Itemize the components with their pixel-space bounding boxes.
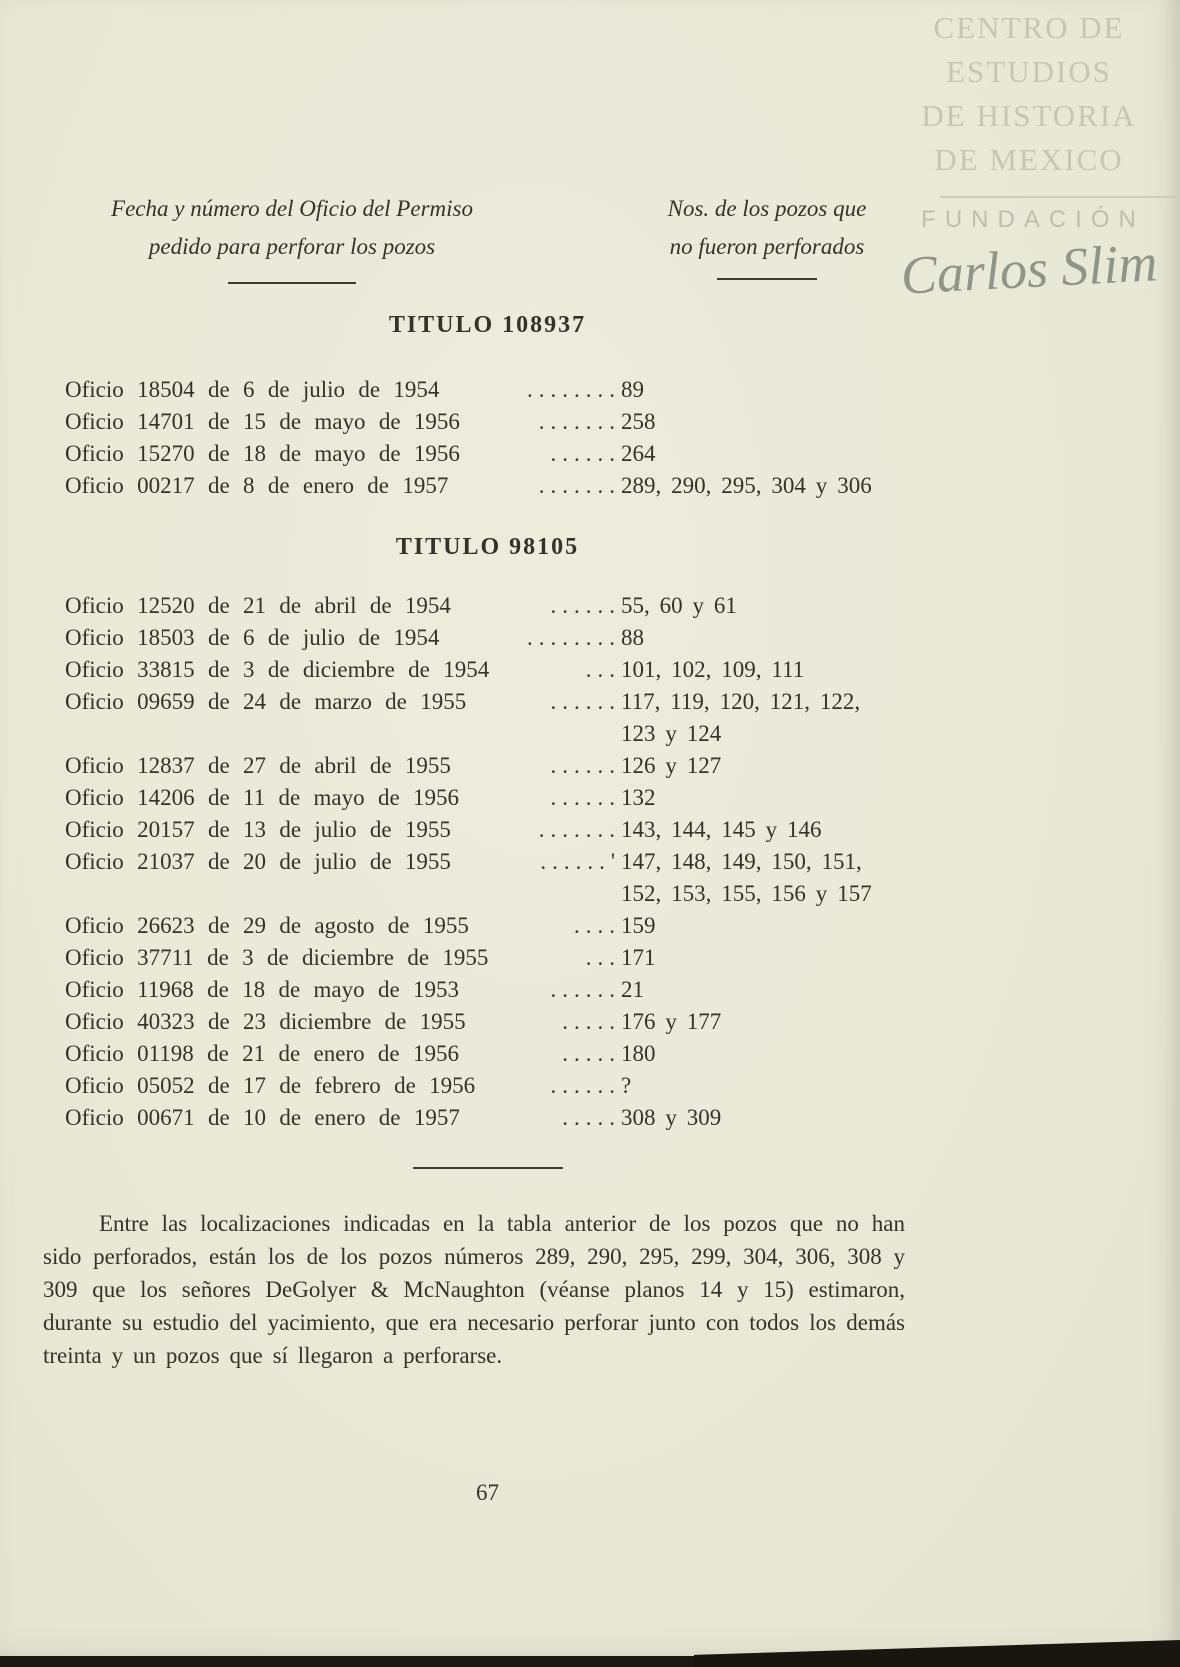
table-row	[65, 622, 910, 654]
pozos-line: 147, 148, 149, 150, 151,	[621, 849, 862, 874]
section-end-divider	[413, 1167, 563, 1169]
pozos-line: 289, 290, 295, 304 y 306	[621, 473, 872, 498]
oficio-text: Oficio 33815 de 3 de diciembre de 1954	[65, 657, 490, 682]
column-header-line: Nos. de los pozos que	[667, 196, 867, 221]
column-header-permits	[62, 190, 522, 284]
dot-leader: ....	[574, 913, 621, 938]
pozos-value	[621, 910, 910, 942]
table-row	[65, 438, 910, 470]
oficio-text: Oficio 01198 de 21 de enero de 1956	[65, 1041, 459, 1066]
pozos-value	[621, 622, 910, 654]
table-row	[65, 470, 910, 502]
table-row	[65, 654, 910, 686]
pozos-line: 152, 153, 155, 156 y 157	[621, 881, 872, 906]
table-row	[65, 590, 910, 622]
table-row	[65, 942, 910, 974]
pozos-line: 143, 144, 145 y 146	[621, 817, 822, 842]
pozos-value	[621, 654, 910, 686]
oficio-text: Oficio 18504 de 6 de julio de 1954	[65, 377, 440, 402]
oficio-text: Oficio 26623 de 29 de agosto de 1955	[65, 913, 469, 938]
oficio-text: Oficio 00217 de 8 de enero de 1957	[65, 473, 449, 498]
permit-cell	[65, 1070, 621, 1102]
table-row	[65, 782, 910, 814]
permit-cell	[65, 1038, 621, 1070]
table-row	[65, 910, 910, 942]
pozos-line: 171	[621, 945, 656, 970]
table-row	[65, 814, 910, 846]
page-content	[43, 310, 910, 1506]
foundation-label: FUNDACIÓN	[921, 206, 1145, 233]
table-row	[65, 974, 910, 1006]
dot-leader: ......	[550, 785, 621, 810]
dot-leader: .......	[538, 409, 621, 434]
oficio-text: Oficio 12520 de 21 de abril de 1954	[65, 593, 451, 618]
permit-cell	[65, 590, 621, 622]
pozos-value	[621, 814, 910, 846]
permit-cell	[65, 654, 621, 686]
permit-cell	[65, 782, 621, 814]
column-header-line: pedido para perforar los pozos	[148, 234, 436, 259]
table-column-headers	[62, 190, 907, 284]
pozos-value	[621, 1038, 910, 1070]
permit-cell	[65, 406, 621, 438]
dot-leader: ......	[550, 977, 621, 1002]
oficio-text: Oficio 05052 de 17 de febrero de 1956	[65, 1073, 476, 1098]
oficio-text: Oficio 37711 de 3 de diciembre de 1955	[65, 945, 489, 970]
table-row	[65, 686, 910, 750]
column-header-wells	[627, 190, 907, 284]
dot-leader: ......	[550, 689, 621, 714]
pozos-value	[621, 1070, 910, 1102]
section-title: TITULO 98105	[395, 534, 580, 560]
column-header-line: no fueron perforados	[669, 234, 865, 259]
table-row	[65, 750, 910, 782]
table-row	[65, 846, 910, 910]
pozos-line: 117, 119, 120, 121, 122,	[621, 689, 861, 714]
permit-cell	[65, 1102, 621, 1134]
oficio-text: Oficio 15270 de 18 de mayo de 1956	[65, 441, 460, 466]
watermark-line: DE HISTORIA	[921, 98, 1137, 133]
pozos-line: 89	[621, 377, 644, 402]
dot-leader: ...	[585, 657, 621, 682]
dot-leader: ......	[550, 1073, 621, 1098]
oficio-text: Oficio 21037 de 20 de julio de 1955	[65, 849, 451, 874]
pozos-value	[621, 1102, 910, 1134]
dot-leader: ........	[527, 625, 621, 650]
pozos-line: 159	[621, 913, 656, 938]
watermark-line: DE MEXICO	[934, 142, 1124, 177]
pozos-value	[621, 374, 910, 406]
watermark-line: ESTUDIOS	[946, 54, 1112, 89]
pozos-value	[621, 846, 910, 910]
pozos-value	[621, 406, 910, 438]
watermark-divider	[940, 196, 1180, 198]
pozos-line: ?	[621, 1073, 632, 1098]
permit-cell	[65, 622, 621, 654]
archive-watermark	[878, 6, 1180, 306]
permit-cell	[65, 374, 621, 406]
pozos-line: 132	[621, 785, 656, 810]
oficio-text: Oficio 09659 de 24 de marzo de 1955	[65, 689, 467, 714]
permit-cell	[65, 1006, 621, 1038]
dot-leader: ......	[550, 753, 621, 778]
pozos-line: 21	[621, 977, 644, 1002]
table-row	[65, 1006, 910, 1038]
pozos-line: 180	[621, 1041, 656, 1066]
permit-cell	[65, 438, 621, 470]
pozos-line: 264	[621, 441, 656, 466]
pozos-value	[621, 782, 910, 814]
section-title: TITULO 108937	[388, 312, 587, 338]
pozos-value	[621, 686, 910, 750]
watermark-line: CENTRO DE	[933, 10, 1125, 45]
permit-cell	[65, 814, 621, 846]
pozos-line: 176 y 177	[621, 1009, 722, 1034]
pozos-value	[621, 942, 910, 974]
table-row	[65, 1070, 910, 1102]
dot-leader: ........	[527, 377, 621, 402]
pozos-value	[621, 1006, 910, 1038]
signature-text: Carlos Slim	[899, 232, 1159, 306]
permit-cell	[65, 974, 621, 1006]
oficio-text: Oficio 00671 de 10 de enero de 1957	[65, 1105, 460, 1130]
oficio-text: Oficio 18503 de 6 de julio de 1954	[65, 625, 440, 650]
permit-cell	[65, 942, 621, 974]
oficio-text: Oficio 20157 de 13 de julio de 1955	[65, 817, 451, 842]
permit-cell	[65, 686, 621, 718]
pozos-line: 308 y 309	[621, 1105, 722, 1130]
oficio-text: Oficio 12837 de 27 de abril de 1955	[65, 753, 451, 778]
header-underline	[228, 282, 356, 284]
pozos-value	[621, 750, 910, 782]
oficio-text: Oficio 40323 de 23 diciembre de 1955	[65, 1009, 466, 1034]
dot-leader: ......	[550, 441, 621, 466]
table-row	[65, 1102, 910, 1134]
table-row	[65, 1038, 910, 1070]
table-row	[65, 406, 910, 438]
page-number: 67	[476, 1480, 499, 1505]
dot-leader: .....	[562, 1041, 621, 1066]
column-header-line: Fecha y número del Oficio del Permiso	[111, 196, 473, 221]
dot-leader: .......	[538, 473, 621, 498]
permit-cell	[65, 470, 621, 502]
oficio-text: Oficio 14701 de 15 de mayo de 1956	[65, 409, 460, 434]
pozos-line: 258	[621, 409, 656, 434]
note-paragraph: Entre las localizaciones indicadas en la tabla anterior de los pozos que no han sido perforados, están los de los pozos números 289, 290, 295, 299, 304, 306, 308 y 309 que los señores DeGolyer & McNaughton (véanse planos 14 y 15) estimaron, durante su estudio del yacimiento, que era necesario perforar junto con todos los demás treinta y un pozos que sí llegaron a perforarse.	[43, 1211, 905, 1368]
oficio-text: Oficio 14206 de 11 de mayo de 1956	[65, 785, 460, 810]
pozos-line: 123 y 124	[621, 721, 722, 746]
pozos-line: 88	[621, 625, 644, 650]
pozos-line: 55, 60 y 61	[621, 593, 737, 618]
pozos-value	[621, 590, 910, 622]
scan-edge-bar	[0, 1656, 694, 1667]
pozos-line: 101, 102, 109, 111	[621, 657, 805, 682]
dot-leader: ......'	[540, 849, 621, 874]
dot-leader: ...	[585, 945, 621, 970]
table-row	[65, 374, 910, 406]
pozos-line: 126 y 127	[621, 753, 722, 778]
dot-leader: ......	[550, 593, 621, 618]
permit-cell	[65, 750, 621, 782]
permit-cell	[65, 910, 621, 942]
pozos-value	[621, 974, 910, 1006]
scan-edge-bar	[694, 1640, 1180, 1667]
dot-leader: .....	[562, 1009, 621, 1034]
oficio-text: Oficio 11968 de 18 de mayo de 1953	[65, 977, 460, 1002]
sections-container	[65, 310, 910, 1134]
permit-cell	[65, 846, 621, 878]
header-underline	[717, 278, 817, 280]
dot-leader: .......	[538, 817, 621, 842]
pozos-value	[621, 470, 910, 502]
dot-leader: .....	[562, 1105, 621, 1130]
pozos-value	[621, 438, 910, 470]
